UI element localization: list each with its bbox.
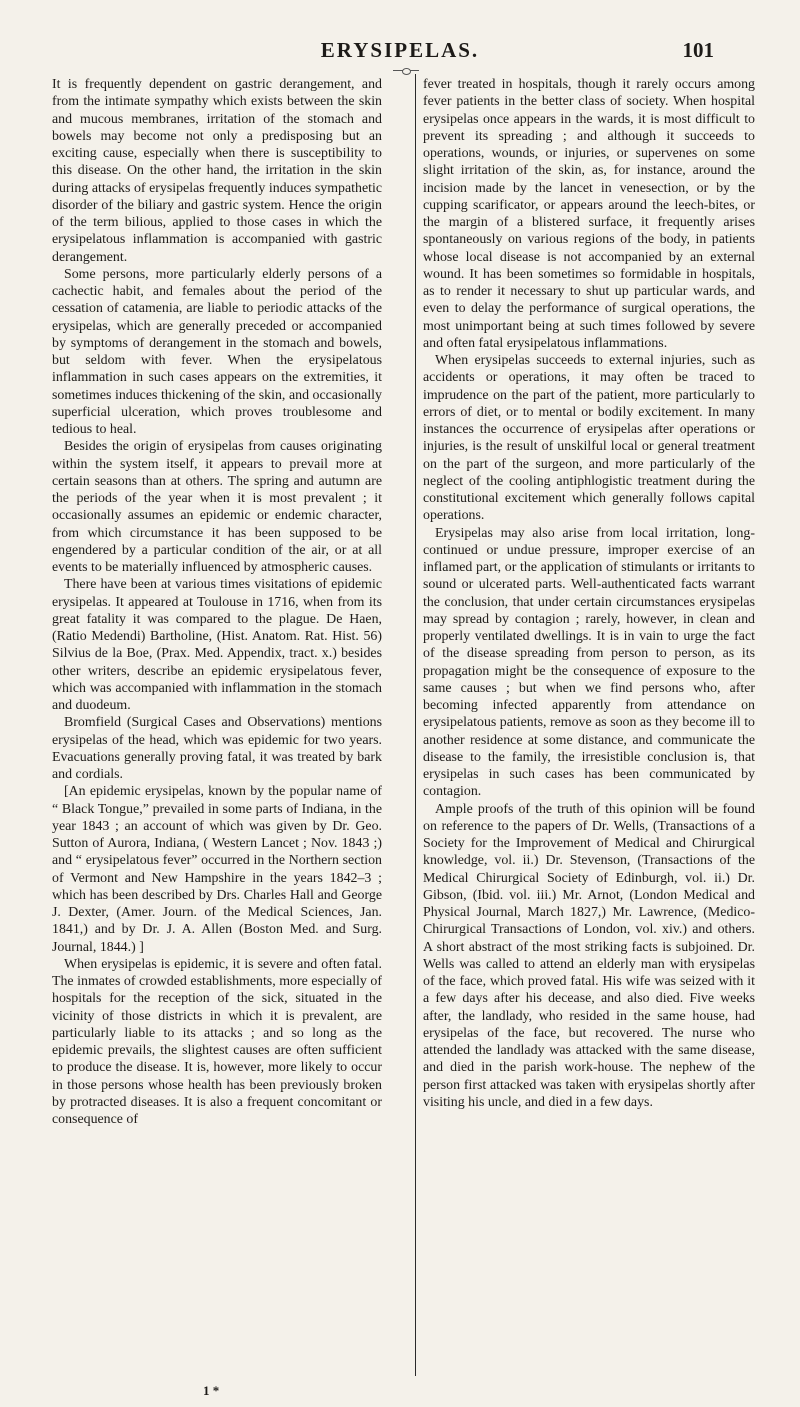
paragraph: fever treated in hospitals, though it rarely occurs among fever patients in the better class of society. When hospital erysipelas once appears in the wards, it is most difficult to prevent its spreading ; and although it succeeds to operations, wounds, or injuries, or supervenes on some slight irritation of the skin, as, for instance, around the incision made by the lancet in venesection, or by the cupping scarificator, or appears around the leech-bites, or the margin of a blistered surface, it frequently arises spontaneously on various regions of the body, in patients whose local disease is not accompanied by an external wound. It has been sometimes so formidable in hospitals, as to render it necessary to shut up particular wards, and even to delay the performance of surgical operations, the most unimportant being at such times followed by severe and often fatal erysipelatous inflammations.	[423, 77, 755, 351]
paragraph: Erysipelas may also arise from local irritation, long-continued or undue pressure, improper exercise of an inflamed part, or the application of stimulants or irritants to sound or ulcerated parts. Well-authenticated facts warrant the conclusion, that under certain circumstances erysipelas may spread by contagion ; rarely, however, in clean and properly ventilated dwellings. It is in vain to urge the fact of the disease spreading from person to person, as its propagation might be the consequence of exposure to the same causes ; but when we find persons who, after becoming infected apparently from attendance on erysipelatous patients, remove as soon as they become ill to another residence at some distance, and communicate the disease to the family, the irresistible conclusion is, that erysipelas in such cases has been communicated by contagion.	[423, 525, 755, 800]
paragraph: Bromfield (Surgical Cases and Observations) mentions erysipelas of the head, which was epidemic for two years. Evacuations generally proving fatal, it was treated by bark and cordials.	[52, 715, 382, 782]
paragraph: Besides the origin of erysipelas from causes originating within the system itself, it appears to prevail more at certain seasons than at others. The spring and autumn are the periods of the year when it is most prevalent ; it occasionally assumes an epidemic or endemic character, from which circumstance it has been supposed to be engendered by a particular condition of the air, or at all events to be materially influenced by atmospheric causes.	[52, 439, 382, 575]
running-title: ERYSIPELAS.	[320, 38, 480, 62]
page-number: 101	[682, 38, 714, 62]
paragraph: It is frequently dependent on gastric derangement, and from the intimate sympathy which exists between the skin and mucous membranes, irritation of the stomach and bowels may become not only a predisposing but an exciting cause, especially when there is susceptibility to this disease. On the other hand, the irritation in the skin during attacks of erysipelas frequently induces sympathetic disorder of the biliary and gastric system. Hence the origin of the term bilious, applied to those cases in which the erysipelatous inflammation is accompanied with gastric derangement.	[52, 77, 382, 265]
paragraph: Some persons, more particularly elderly persons of a cachectic habit, and females about the period of the cessation of catamenia, are liable to periodic attacks of the erysipelas, which are generally preceded or accompanied by symptoms of derangement in the stomach and bowels, but seldom with fever. When the erysipelatous inflammation in such cases appears on the extremities, it sometimes induces thickening of the skin, and occasionally superficial ulceration, which proves troublesome and tedious to heal.	[52, 266, 382, 437]
paragraph: There have been at various times visitations of epidemic erysipelas. It appeared at Toulouse in 1716, when from its great fatality it was compared to the plague. De Haen, (Ratio Medendi) Bartholine, (Hist. Anatom. Rat. Hist. 56) Silvius de la Boe, (Prax. Med. Appendix, tract. x.) besides other writers, describe an epidemic erysipelatous fever, which was accompanied with inflammation in the stomach and duodeum.	[52, 577, 382, 713]
paragraph: When erysipelas succeeds to external injuries, such as accidents or operations, it may often be traced to imprudence on the part of the patient, more particularly to errors of diet, or to mental or bodily excitement. In many instances the occurrence of erysipelas after operations or injuries, is the result of unskilful local or general treatment on the part of the surgeon, and more particularly of the neglect of the cooling antiphlogistic treatment during the constitutional excitement which generally follows capital operations.	[423, 353, 755, 524]
paragraph: When erysipelas is epidemic, it is severe and often fatal. The inmates of crowded establishments, more especially of hospitals for the reception of the sick, situated in the vicinity of those districts in which it is prevalent, are particularly liable to its attacks ; and so long as the epidemic prevails, the slightest causes are often sufficient to produce the disease. It is, however, more likely to occur in those persons whose health has been previously broken by protracted diseases. It is also a frequent concomitant or consequence of	[52, 956, 382, 1127]
paragraph: [An epidemic erysipelas, known by the popular name of “ Black Tongue,” prevailed in some parts of Indiana, in the year 1843 ; an account of which was given by Dr. Geo. Sutton of Aurora, Indiana, ( Western Lancet ; Nov. 1843 ;) and “ erysipelatous fever” occurred in the Northern section of Vermont and New Hampshire in the years 1842–3 ; which has been described by Drs. Charles Hall and George J. Dexter, (Amer. Journ. of the Medical Sciences, Jan. 1841,) and by Dr. J. A. Allen (Boston Med. and Surg. Journal, 1844.) ]	[52, 784, 382, 955]
column-rule	[415, 74, 416, 1376]
page-header	[0, 38, 800, 72]
header-ornament	[393, 70, 419, 72]
signature-mark: 1 *	[203, 1383, 220, 1398]
left-column	[52, 76, 382, 1128]
paragraph: Ample proofs of the truth of this opinion will be found on reference to the papers of Dr. Wells, (Transactions of a Society for the Improvement of Medical and Chirurgical knowledge, vol. ii.) Dr. Stevenson, (Transactions of the Medical Chirurgical Society of Edinburgh, vol. ii.) Dr. Gibson, (Ibid. vol. iii.) Mr. Arnot, (London Medical and Physical Journal, March 1827,) Mr. Lawrence, (Medico-Chirurgical Transactions of London, vol. xiv.) and others. A short abstract of the most striking facts is subjoined. Dr. Wells was called to attend an elderly man with erysipelas of the face, which proved fatal. His wife was seized with it a few days after his decease, and also died. Five weeks after, the landlady, who resided in the same house, had erysipelas of the face, but recovered. The nurse who attended the landlady was attacked with the same disease, and died in the parish work-house. The nephew of the person first attacked was taken with erysipelas shortly after visiting his uncle, and died in a few days.	[423, 801, 755, 1110]
right-column	[423, 76, 755, 1111]
